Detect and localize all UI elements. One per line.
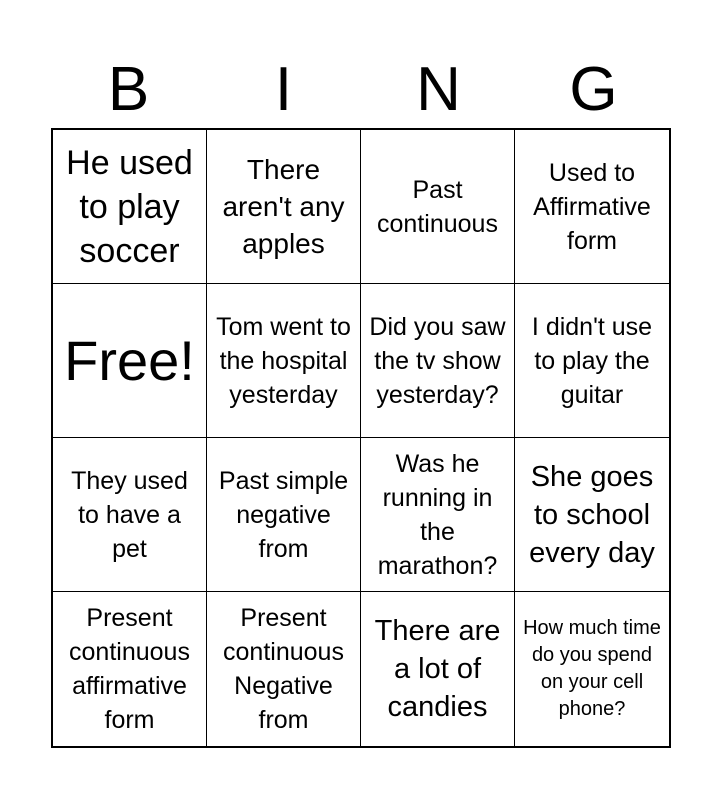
bingo-cell-text: Tom went to the hospital yesterday xyxy=(216,312,351,409)
bingo-board xyxy=(51,128,671,748)
bingo-cell[interactable] xyxy=(515,284,669,438)
bingo-header xyxy=(51,52,671,128)
bingo-cell-text: Did you saw the tv show yesterday? xyxy=(369,312,506,409)
bingo-cell-text: He used to play soccer xyxy=(66,143,193,270)
bingo-cell[interactable] xyxy=(361,284,515,438)
bingo-cell-text: How much time do you spend on your cell phone? xyxy=(523,617,661,720)
bingo-cell-text: Was he running in the marathon? xyxy=(377,449,498,580)
header-letter-g: G xyxy=(569,55,618,124)
bingo-cell[interactable] xyxy=(207,438,361,592)
bingo-cell-text: They used to have a pet xyxy=(71,466,188,563)
header-letter-n: N xyxy=(416,55,461,124)
bingo-cell[interactable] xyxy=(53,592,207,746)
bingo-cell-text: Past simple negative from xyxy=(218,466,349,563)
bingo-cell-text: Used to Affirmative form xyxy=(533,158,651,255)
bingo-cell-text: I didn't use to play the guitar xyxy=(531,312,653,409)
bingo-cell[interactable] xyxy=(53,438,207,592)
bingo-cell-text: There are a lot of candies xyxy=(374,615,501,723)
bingo-cell[interactable] xyxy=(515,438,669,592)
free-space-text: Free! xyxy=(64,328,195,392)
bingo-cell-text: Present continuous affirmative form xyxy=(69,604,190,734)
bingo-cell[interactable] xyxy=(207,284,361,438)
bingo-cell[interactable] xyxy=(207,592,361,746)
bingo-cell-text: She goes to school every day xyxy=(529,460,655,569)
bingo-cell[interactable] xyxy=(515,130,669,284)
header-letter-i: I xyxy=(274,55,293,124)
bingo-cell-text: Past continuous xyxy=(377,175,498,238)
bingo-cell-text: There aren't any apples xyxy=(222,154,345,259)
bingo-cell-text: Present continuous Negative from xyxy=(223,604,344,734)
bingo-cell[interactable] xyxy=(207,130,361,284)
header-letter-b: B xyxy=(107,55,150,124)
bingo-cell[interactable] xyxy=(361,130,515,284)
bingo-cell[interactable] xyxy=(361,438,515,592)
free-space-cell[interactable] xyxy=(53,284,207,438)
bingo-cell[interactable] xyxy=(361,592,515,746)
bingo-cell[interactable] xyxy=(53,130,207,284)
bingo-cell[interactable] xyxy=(515,592,669,746)
